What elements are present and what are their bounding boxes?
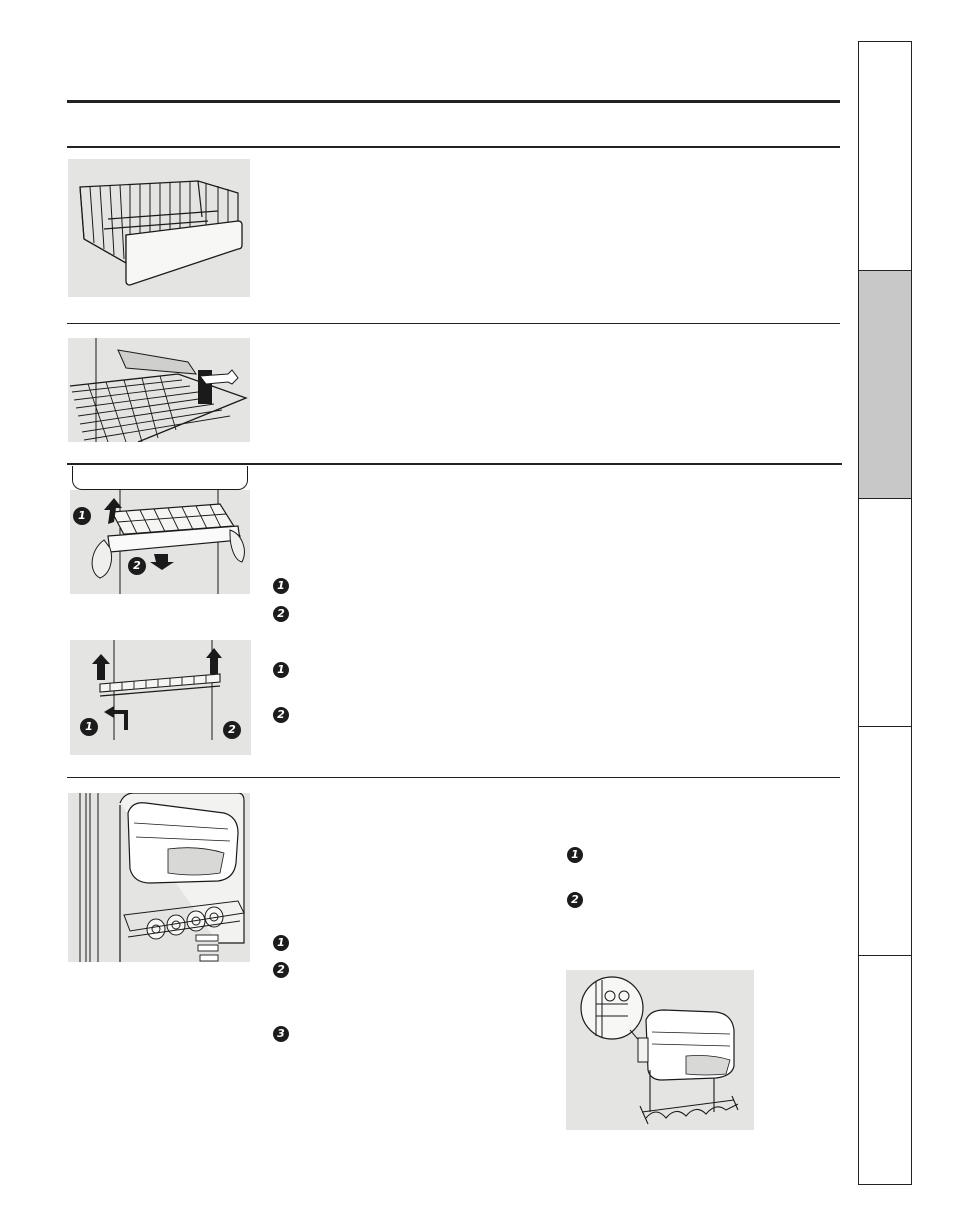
step-number-2: 2 — [273, 606, 289, 622]
step-number-2: 2 — [273, 962, 289, 978]
step-number-1: 1 — [567, 847, 583, 863]
figure-bracket — [72, 466, 248, 490]
section-divider-2 — [67, 463, 842, 465]
side-tab-3[interactable] — [859, 499, 911, 727]
side-tab-4[interactable] — [859, 727, 911, 956]
top-heavy-rule — [67, 100, 840, 103]
header-rule — [67, 146, 840, 148]
side-tab-5[interactable] — [859, 956, 911, 1184]
section-divider-3 — [67, 777, 840, 778]
figure-shelf-lift — [70, 640, 251, 755]
figure-shelf-bracket — [68, 338, 250, 442]
figure-bin-assembly — [566, 970, 754, 1130]
figure-callout-2: 2 — [223, 721, 241, 739]
step-number-2: 2 — [273, 707, 289, 723]
side-tab-2[interactable] — [859, 271, 911, 499]
figure-callout-1: 1 — [80, 718, 98, 736]
section-divider-1 — [67, 323, 840, 324]
figure-callout-1: 1 — [73, 507, 91, 525]
figure-callout-2: 2 — [128, 557, 146, 575]
side-tabs — [858, 41, 912, 1185]
figure-door-bin — [68, 793, 250, 962]
figure-wire-basket — [68, 159, 250, 297]
step-number-1: 1 — [273, 578, 289, 594]
figure-shelf-tilt — [70, 490, 250, 594]
step-number-1: 1 — [273, 935, 289, 951]
step-number-3: 3 — [273, 1026, 289, 1042]
side-tab-1[interactable] — [859, 42, 911, 271]
step-number-2: 2 — [567, 892, 583, 908]
step-number-1: 1 — [273, 662, 289, 678]
